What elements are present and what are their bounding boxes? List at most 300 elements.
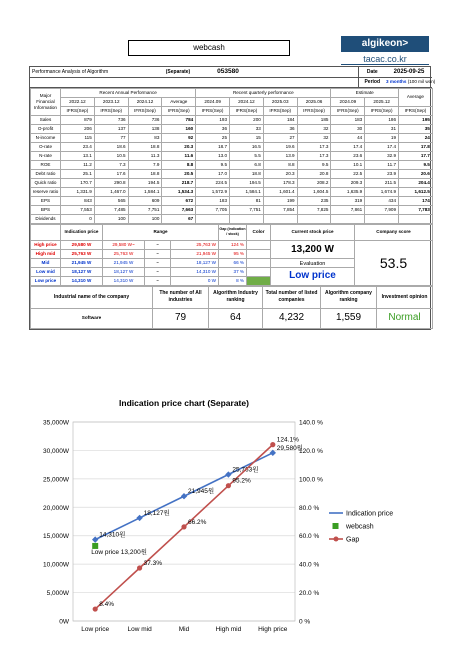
table-cell: 319: [331, 196, 365, 205]
table-cell: 18.8: [128, 169, 162, 178]
table-cell: 1,331.9: [61, 187, 95, 196]
date-label: Date: [358, 67, 386, 77]
stock-name-box: webcash: [128, 40, 290, 56]
y-left-tick-label: 0W: [59, 618, 69, 626]
average-header: Average: [399, 88, 433, 106]
period-header: 2024.09: [331, 97, 365, 106]
table-cell: [331, 214, 365, 223]
table-cell: 1,534.3: [162, 187, 196, 196]
table-cell: 32: [297, 133, 331, 142]
data-label: 66.2%: [188, 518, 207, 526]
table-cell: 7,553: [61, 205, 95, 214]
period-header: 2024.12: [128, 97, 162, 106]
period-header: 2024.09: [196, 97, 230, 106]
standard-header: IFRS(Sep): [230, 106, 264, 115]
range-to: 14,310 W: [171, 267, 219, 276]
table-cell: 199: [263, 196, 297, 205]
table-cell: 11.3: [128, 151, 162, 160]
table-cell: 92: [162, 133, 196, 142]
table-cell: [230, 214, 264, 223]
y-left-tick-label: 5,000W: [46, 590, 69, 598]
table-cell: 178.3: [263, 178, 297, 187]
data-label: 95.2%: [232, 477, 251, 485]
table-cell: 1,467.0: [94, 187, 128, 196]
indication-label: Low mid: [31, 267, 61, 276]
table-cell: 7,909: [365, 205, 399, 214]
indication-point: [136, 515, 142, 521]
legend-swatch: [333, 523, 339, 529]
table-cell: 11.2: [61, 160, 95, 169]
gap-value: 95 %: [219, 249, 247, 258]
standard-header: IFRS(Sep): [61, 106, 95, 115]
standard-header: IFRS(Sep): [399, 106, 433, 115]
table-cell: 7,861: [331, 205, 365, 214]
table-cell: 195: [399, 115, 433, 124]
table-cell: 20.3: [162, 142, 196, 151]
gap-point: [93, 606, 98, 611]
table-cell: 235: [297, 196, 331, 205]
table-cell: 24: [399, 133, 433, 142]
table-cell: 35: [399, 124, 433, 133]
industry-col-2: Total number of listed companies: [263, 286, 321, 308]
y-left-tick-label: 35,000W: [42, 419, 69, 427]
row-label: Debt ratio: [31, 169, 61, 178]
table-cell: 19: [365, 133, 399, 142]
table-cell: 20.8: [297, 169, 331, 178]
range-to: 25,763 W: [171, 240, 219, 249]
table-cell: 7,825: [297, 205, 331, 214]
table-cell: 565: [94, 196, 128, 205]
indication-point: [181, 493, 187, 499]
table-cell: 0: [61, 214, 95, 223]
range-from: 18,127 W: [103, 267, 145, 276]
y-right-tick-label: 140.0 %: [299, 419, 323, 427]
standard-header: IFRS(Sep): [263, 106, 297, 115]
table-cell: 17.4: [331, 142, 365, 151]
range-from: 21,945 W: [103, 258, 145, 267]
table-cell: 18.6: [94, 142, 128, 151]
plot-area: [73, 422, 295, 621]
table-cell: 20.6: [399, 169, 433, 178]
table-cell: 672: [162, 196, 196, 205]
legend-label: Gap: [346, 536, 360, 544]
table-cell: 208.2: [297, 178, 331, 187]
table-cell: 36: [263, 124, 297, 133]
range-from: 25,763 W: [103, 249, 145, 258]
table-cell: 1,612.5: [399, 187, 433, 196]
table-cell: 290.8: [94, 178, 128, 187]
period-header: 2023.12: [94, 97, 128, 106]
gap-value: 66 %: [219, 258, 247, 267]
data-label: 37.3%: [143, 559, 163, 567]
header-table: [30, 67, 436, 88]
table-cell: [196, 214, 230, 223]
range-to: 0 W: [171, 276, 219, 285]
table-cell: 17.7: [399, 151, 433, 160]
table-cell: 1,604.5: [297, 187, 331, 196]
table-cell: [297, 214, 331, 223]
company-score: 53.5: [355, 240, 433, 285]
table-cell: 17.3: [297, 151, 331, 160]
industry-name-value: Software: [31, 308, 153, 328]
table-row: [31, 187, 433, 196]
table-cell: 32.9: [365, 151, 399, 160]
x-tick-label: Mid: [178, 626, 190, 633]
x-tick-label: Low price: [81, 626, 110, 633]
standard-header: IFRS(Sep): [94, 106, 128, 115]
table-cell: 20.3: [263, 169, 297, 178]
standard-header: IFRS(Sep): [331, 106, 365, 115]
table-cell: 186: [365, 115, 399, 124]
table-cell: 183: [331, 115, 365, 124]
table-cell: 9.5: [196, 160, 230, 169]
industry-table: [30, 286, 433, 329]
legend-label: webcash: [346, 523, 374, 531]
table-cell: 184: [263, 115, 297, 124]
table-cell: 194.5: [128, 178, 162, 187]
table-cell: 218.7: [162, 178, 196, 187]
y-right-tick-label: 100.0 %: [299, 476, 323, 484]
color-swatch: [247, 258, 271, 267]
table-cell: 13.1: [61, 151, 95, 160]
range-from: 29,580 W~: [103, 240, 145, 249]
indication-price-header: Indication price: [61, 224, 103, 240]
table-cell: 879: [61, 115, 95, 124]
analysis-label: Performance Analysis of Algorithm: [30, 67, 158, 77]
table-cell: 17.8: [399, 142, 433, 151]
table-cell: 13.9: [263, 151, 297, 160]
current-price-header: Current stock price: [271, 224, 355, 240]
data-label: 21,945원: [188, 488, 215, 496]
gap-value: 8 %: [219, 276, 247, 285]
chart-title: Indication price chart (Separate): [119, 398, 249, 408]
table-cell: 23.6: [331, 151, 365, 160]
table-cell: 32: [297, 124, 331, 133]
table-cell: 160: [162, 124, 196, 133]
date-value: 2025-09-25: [386, 67, 432, 77]
standard-header: IFRS(Sep): [365, 106, 399, 115]
financial-table: [30, 88, 433, 224]
indication-price: 21,945 W: [61, 258, 103, 267]
table-cell: 7,705: [196, 205, 230, 214]
table-cell: 5.5: [230, 151, 264, 160]
standard-header: IFRS(Sep): [196, 106, 230, 115]
table-cell: 36: [196, 124, 230, 133]
table-cell: 18.8: [128, 142, 162, 151]
table-cell: 843: [61, 196, 95, 205]
table-row: [31, 133, 433, 142]
table-cell: 11.6: [162, 151, 196, 160]
company-score-header: Company score: [355, 224, 433, 240]
table-cell: 137: [94, 124, 128, 133]
table-row: [31, 142, 433, 151]
row-label: reserve ratio: [31, 187, 61, 196]
evaluation-label: Evaluation: [271, 258, 354, 268]
table-cell: 7,751: [230, 205, 264, 214]
color-header: Color: [247, 224, 271, 240]
gap-value: 124 %: [219, 240, 247, 249]
y-right-tick-label: 0 %: [299, 618, 311, 626]
table-cell: 7,854: [263, 205, 297, 214]
period-label: Period: [358, 77, 386, 87]
table-cell: 17.0: [196, 169, 230, 178]
y-right-tick-label: 120.0 %: [299, 447, 323, 455]
table-row: [31, 214, 433, 223]
indication-price: 18,127 W: [61, 267, 103, 276]
table-cell: 31: [365, 124, 399, 133]
range-to: 21,945 W: [171, 249, 219, 258]
table-cell: 9.5: [297, 160, 331, 169]
x-tick-label: High mid: [215, 626, 242, 633]
table-cell: 23.4: [61, 142, 95, 151]
table-cell: 434: [365, 196, 399, 205]
range-from: 14,310 W: [103, 276, 145, 285]
table-cell: 200: [230, 115, 264, 124]
table-cell: 7,485: [94, 205, 128, 214]
range-dash: ~: [145, 249, 171, 258]
table-cell: [399, 214, 433, 223]
table-cell: 1,635.9: [331, 187, 365, 196]
indication-label: Low price: [31, 276, 61, 285]
quarter-group-header: Recent quarterly performance: [196, 88, 331, 97]
table-cell: 25: [196, 133, 230, 142]
table-cell: 6.8: [230, 160, 264, 169]
gap-header: Gap (Indication / stock): [219, 224, 247, 240]
table-cell: 609: [128, 196, 162, 205]
data-label: 25,763원: [232, 466, 259, 474]
table-cell: 224.5: [196, 178, 230, 187]
table-cell: 44: [331, 133, 365, 142]
indication-table: [30, 224, 433, 286]
y-right-tick-label: 80.0 %: [299, 504, 320, 512]
indication-point: [225, 471, 231, 477]
annual-group-header: Recent Annual Performance: [61, 88, 196, 97]
table-cell: 1,572.9: [196, 187, 230, 196]
color-swatch: [247, 249, 271, 258]
current-price: 13,200 W: [291, 243, 334, 255]
table-row: [31, 160, 433, 169]
table-cell: 211.5: [365, 178, 399, 187]
industry-col-3: Algorithm company ranking: [321, 286, 377, 308]
x-tick-label: Low mid: [127, 626, 152, 633]
row-label: Sales: [31, 115, 61, 124]
y-left-tick-label: 25,000W: [42, 476, 69, 484]
table-cell: 1,601.4: [263, 187, 297, 196]
legend-label: Indication price: [346, 510, 394, 518]
data-label: 8.4%: [99, 601, 115, 609]
y-right-tick-label: 20.0 %: [299, 590, 320, 598]
table-cell: 204.4: [399, 178, 433, 187]
table-cell: 784: [162, 115, 196, 124]
table-row: [31, 196, 433, 205]
chart-svg: [29, 390, 431, 640]
table-cell: 736: [94, 115, 128, 124]
table-cell: 209.3: [331, 178, 365, 187]
table-cell: 8.8: [263, 160, 297, 169]
table-row: [31, 178, 433, 187]
industry-value-1: 64: [209, 308, 263, 328]
period-header: 2025.06: [297, 97, 331, 106]
y-left-tick-label: 15,000W: [42, 533, 69, 541]
range-dash: ~: [145, 276, 171, 285]
industry-value-3: 1,559: [321, 308, 377, 328]
y-right-tick-label: 60.0 %: [299, 533, 320, 541]
gap-point: [181, 524, 186, 529]
range-dash: ~: [145, 267, 171, 276]
indication-label: Mid: [31, 258, 61, 267]
table-cell: 18.8: [230, 169, 264, 178]
table-cell: 115: [61, 133, 95, 142]
data-label: 124.1%: [276, 436, 299, 444]
data-label: 14,310원: [99, 531, 126, 539]
investment-opinion: Normal: [377, 308, 433, 328]
estimate-group-header: Estimate: [331, 88, 399, 97]
y-left-tick-label: 20,000W: [42, 504, 69, 512]
table-cell: 736: [128, 115, 162, 124]
analysis-sheet: [29, 66, 436, 330]
industry-col-1: Algorithm Industry ranking: [209, 286, 263, 308]
table-cell: 83: [128, 133, 162, 142]
color-swatch: [247, 240, 271, 249]
row-label: O-rate: [31, 142, 61, 151]
table-cell: 22.5: [331, 169, 365, 178]
range-dash: ~: [145, 258, 171, 267]
row-label: BPS: [31, 205, 61, 214]
table-cell: 193: [196, 115, 230, 124]
table-cell: 174: [399, 196, 433, 205]
indication-price: 14,310 W: [61, 276, 103, 285]
indication-price: 25,763 W: [61, 249, 103, 258]
industry-col-0: The number of All industries: [153, 286, 209, 308]
color-swatch: [247, 267, 271, 276]
row-label: N-income: [31, 133, 61, 142]
table-cell: 1,674.9: [365, 187, 399, 196]
color-swatch: [247, 276, 271, 285]
table-row: [31, 115, 433, 124]
table-cell: 67: [162, 214, 196, 223]
range-to: 18,127 W: [171, 258, 219, 267]
table-cell: 9.5: [399, 160, 433, 169]
brand-name: algikeon>: [341, 36, 429, 52]
table-cell: 100: [94, 214, 128, 223]
table-cell: 13.0: [196, 151, 230, 160]
table-cell: 11.7: [365, 160, 399, 169]
table-cell: 16.5: [230, 142, 264, 151]
table-cell: [263, 214, 297, 223]
table-cell: 20.5: [162, 169, 196, 178]
indication-price: 29,580 W: [61, 240, 103, 249]
indication-point: [92, 536, 98, 542]
unit-label: (100 mil won): [407, 79, 436, 84]
data-label: 29,580원: [276, 444, 303, 452]
indication-price-chart: [29, 390, 431, 640]
brand-logo[interactable]: [341, 36, 429, 66]
table-cell: 7,751: [128, 205, 162, 214]
table-cell: 7,663: [162, 205, 196, 214]
table-cell: 10.5: [94, 151, 128, 160]
analysis-type: (Separate): [158, 67, 198, 77]
data-label: 18,127원: [143, 509, 170, 517]
table-row: [31, 205, 433, 214]
table-cell: 27: [263, 133, 297, 142]
range-dash: ~: [145, 240, 171, 249]
row-label: N-rate: [31, 151, 61, 160]
data-label: Low price 13,200원: [91, 548, 147, 556]
table-cell: 170.7: [61, 178, 95, 187]
indication-label: High price: [31, 240, 61, 249]
brand-url: tacac.co.kr: [341, 53, 429, 65]
gap-value: 37 %: [219, 267, 247, 276]
table-cell: 19.6: [263, 142, 297, 151]
financial-row-label: Major Financial Information: [31, 88, 61, 115]
period-header: 2025.03: [263, 97, 297, 106]
period-header: 2022.12: [61, 97, 95, 106]
table-cell: 7,783: [399, 205, 433, 214]
gap-point: [226, 483, 231, 488]
period-header: Average: [162, 97, 196, 106]
table-cell: 7.9: [128, 160, 162, 169]
row-label: EPS: [31, 196, 61, 205]
x-tick-label: High price: [258, 626, 288, 633]
table-cell: [365, 214, 399, 223]
row-label: Dividends: [31, 214, 61, 223]
y-left-tick-label: 10,000W: [42, 561, 69, 569]
table-cell: 15: [230, 133, 264, 142]
table-cell: 7.3: [94, 160, 128, 169]
table-cell: 206: [61, 124, 95, 133]
gap-point: [270, 442, 275, 447]
range-header: Range: [103, 224, 219, 240]
industry-value-2: 4,232: [263, 308, 321, 328]
table-cell: 17.6: [94, 169, 128, 178]
industry-col-4: Investment opinion: [377, 286, 433, 308]
y-right-tick-label: 40.0 %: [299, 561, 320, 569]
table-cell: 17.4: [365, 142, 399, 151]
row-label: O-profit: [31, 124, 61, 133]
table-cell: 81: [230, 196, 264, 205]
table-cell: 185: [297, 115, 331, 124]
table-row: [31, 124, 433, 133]
stock-code: 053580: [198, 67, 258, 77]
table-cell: 100: [128, 214, 162, 223]
table-cell: 25.1: [61, 169, 95, 178]
table-cell: 8.8: [162, 160, 196, 169]
table-cell: 1,584.1: [230, 187, 264, 196]
table-cell: 33: [230, 124, 264, 133]
period-value: 3 months: [386, 79, 407, 84]
table-cell: 30: [331, 124, 365, 133]
row-label: Quick ratio: [31, 178, 61, 187]
table-cell: 1,584.1: [128, 187, 162, 196]
period-header: 2024.12: [230, 97, 264, 106]
table-cell: 23.9: [365, 169, 399, 178]
standard-header: IFRS(Sep): [128, 106, 162, 115]
table-cell: 17.3: [297, 142, 331, 151]
gap-point: [137, 565, 142, 570]
y-left-tick-label: 30,000W: [42, 447, 69, 455]
indication-row: [31, 240, 433, 249]
evaluation-value: Low price: [289, 269, 336, 281]
table-cell: 18.7: [196, 142, 230, 151]
indication-label: High mid: [31, 249, 61, 258]
table-cell: 194.5: [230, 178, 264, 187]
table-cell: 77: [94, 133, 128, 142]
standard-header: IFRS(Sep): [162, 106, 196, 115]
legend-swatch: [334, 537, 339, 542]
row-label: ROE: [31, 160, 61, 169]
table-row: [31, 151, 433, 160]
table-row: [31, 169, 433, 178]
